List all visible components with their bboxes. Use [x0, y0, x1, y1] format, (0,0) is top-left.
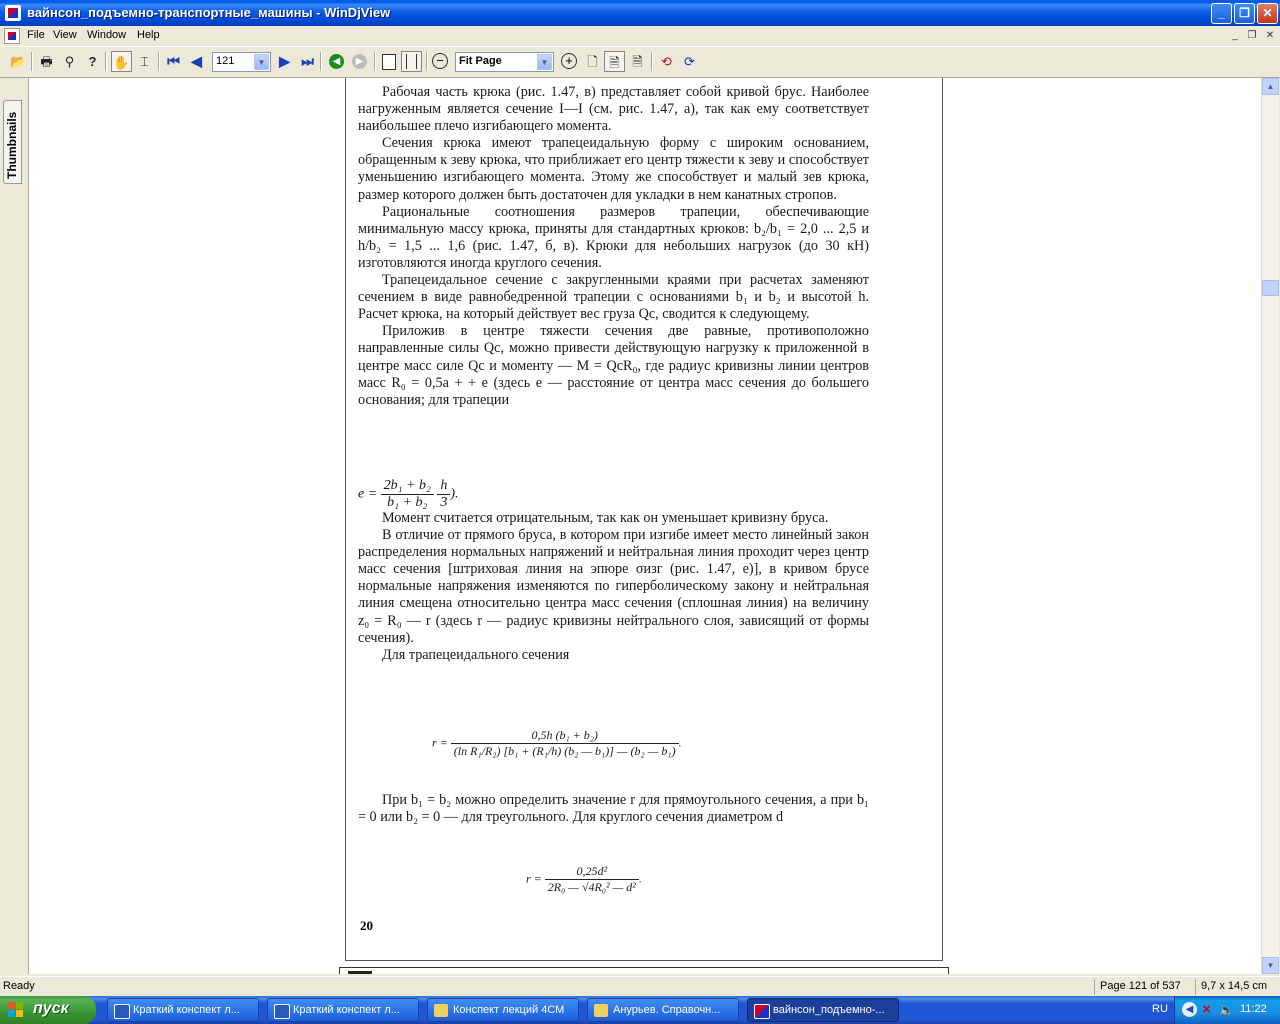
print-icon[interactable]: 🖶	[40, 54, 53, 69]
document-page	[345, 78, 943, 961]
thumbnails-tab-label: Thumbnails	[5, 111, 19, 179]
chevron-down-icon[interactable]: ▼	[254, 54, 269, 70]
mdi-restore-icon[interactable]: ❐	[1247, 30, 1257, 41]
scroll-up-icon[interactable]: ▲	[1262, 78, 1279, 95]
separator	[651, 52, 653, 71]
formula-e: e = $\frac{\text{2b₁ + b₂}}{\text{b₁ + b₂}}$ $\frac{h}{3}$ ).	[358, 478, 459, 510]
separator	[374, 52, 376, 71]
status-page-size: 9,7 x 14,5 cm	[1201, 980, 1268, 992]
paragraph: В отличие от прямого бруса, в котором при изгибе имеет место линейный закон распределения нормальных напряжений и нейтральная линия проходит через центр масс сечения [штриховая линия на эпюре σизг (рис. 1.47, е)], в кривом брусе нормальные напряжения изменяются по гиперболическому закону и нейтральная линия смещена относительно центра масс сечения (сплошная линия) на величину z₀ = R₀ — r (здесь r — радиус кривизны нейтрального слоя, зависящий от формы сечения).	[358, 527, 869, 646]
folder-icon	[434, 1004, 448, 1017]
folder-icon	[594, 1004, 608, 1017]
taskbar-item[interactable]: Конспект лекций 4СМ	[427, 998, 579, 1022]
separator	[1195, 979, 1196, 995]
menu-view[interactable]: View	[53, 29, 77, 41]
rotate-left-icon[interactable]: ⟲	[661, 54, 672, 69]
paragraph: Рабочая часть крюка (рис. 1.47, в) представляет собой кривой брус. Наиболее нагруженным является сечение I—I (см. рис. 1.47, а), так как ему соответствует наибольшее плечо изгибающего момента.	[358, 84, 869, 135]
restore-button[interactable]: ❐	[1234, 3, 1255, 24]
previous-page-icon[interactable]: ◀	[191, 53, 202, 69]
chevron-down-icon[interactable]: ▼	[537, 54, 552, 70]
formula-r-trapezoid: r = $\frac{\text{0,5h (b₁ + b₂)}}{\text{(ln R₁/R₂) [b₁ + (R₁/h) (b₂ — b₁)] — (b₂ — b₁)}}$ .	[432, 728, 682, 758]
paragraph: Трапецеидальное сечение с закругленными краями при расчетах заменяют сечением в виде равнобедренной трапеции с основаниями b₁ и b₂ и высотой h. Расчет крюка, на который действует вес груза Qc, сводится к следующему.	[358, 272, 869, 323]
page-number-combo[interactable]	[212, 52, 271, 72]
menu-help[interactable]: Help	[137, 29, 160, 41]
next-page-icon[interactable]: ▶	[279, 53, 290, 69]
vertical-scrollbar[interactable]	[1261, 78, 1279, 974]
last-page-icon[interactable]: ⏭	[301, 53, 314, 69]
windjview-icon	[754, 1004, 770, 1019]
toolbar	[0, 47, 1280, 78]
clock: 11:22	[1240, 1003, 1267, 1015]
document-icon[interactable]	[4, 28, 20, 44]
hand-tool-icon[interactable]: ✋	[111, 51, 132, 72]
menu-window[interactable]: Window	[87, 29, 127, 41]
taskbar-item-active[interactable]: вайнсон_подъемно-...	[747, 998, 899, 1022]
scroll-down-icon[interactable]: ▼	[1262, 957, 1279, 974]
help-icon[interactable]: ?	[88, 54, 97, 69]
next-document-page	[339, 967, 949, 974]
paragraph: Момент считается отрицательным, так как он уменьшает кривизну бруса.	[382, 510, 829, 526]
continuous-icon[interactable]	[401, 51, 422, 72]
scrollbar-thumb[interactable]	[1262, 280, 1279, 296]
status-page: Page 121 of 537	[1100, 980, 1181, 992]
start-button[interactable]	[0, 996, 96, 1024]
language-indicator[interactable]: RU	[1152, 1003, 1168, 1015]
sidebar	[0, 78, 29, 974]
page-text-middle	[358, 510, 869, 664]
page-icon[interactable]: 🗋	[587, 54, 598, 69]
page-footer-number: 20	[360, 918, 373, 933]
taskbar-item[interactable]: Краткий конспект л...	[267, 998, 419, 1022]
separator	[1094, 979, 1095, 995]
system-tray	[1174, 996, 1280, 1024]
app-icon[interactable]	[5, 5, 21, 21]
open-icon[interactable]: 📂	[10, 54, 27, 69]
thumbnails-tab[interactable]	[3, 100, 22, 184]
separator	[426, 52, 428, 71]
word-doc-icon	[114, 1004, 130, 1019]
taskbar	[0, 996, 1280, 1024]
page-text-top	[358, 84, 869, 409]
close-button[interactable]: ✕	[1257, 3, 1278, 24]
forward-icon[interactable]: ▶	[352, 54, 367, 69]
first-page-icon[interactable]: ⏮	[167, 53, 180, 69]
formula-r-circle: r = $\frac{\text{0,25d²}}{\text{2R₀ — √4R₀² — d²}}$ .	[526, 864, 642, 894]
status-text: Ready	[3, 980, 35, 992]
mdi-minimize-icon[interactable]: _	[1232, 30, 1238, 41]
tray-expand-icon[interactable]: ◀	[1182, 1002, 1197, 1017]
separator	[105, 52, 107, 71]
rotate-right-icon[interactable]: ⟳	[684, 54, 695, 69]
word-doc-icon	[274, 1004, 290, 1019]
zoom-out-icon[interactable]: −	[432, 53, 448, 69]
paragraph: Для трапецеидального сечения	[382, 646, 570, 663]
menu-file[interactable]: File	[27, 29, 45, 41]
menu-bar	[0, 26, 1280, 47]
paragraph: Приложив в центре тяжести сечения две равные, противоположно направленные силы Qc, можно привести действующую нагрузку к приложенной в центре масс силе Qc и моменту — M = QcR₀, где радиус кривизны линии центров масс R₀ = 0,5a + + e (здесь e — расстояние от центра масс сечения до большего основания; для трапеции	[358, 323, 869, 408]
taskbar-item[interactable]: Анурьев. Справочн...	[587, 998, 739, 1022]
taskbar-item[interactable]: Краткий конспект л...	[107, 998, 259, 1022]
select-tool-icon[interactable]: ⌶	[140, 54, 149, 69]
status-bar	[0, 976, 1280, 997]
title-bar	[0, 0, 1280, 26]
zoom-value: Fit Page	[459, 55, 502, 67]
network-icon[interactable]: ✕	[1202, 1004, 1212, 1016]
start-label: пуск	[33, 1000, 69, 1017]
page-text-bottom	[358, 792, 869, 826]
single-page-icon[interactable]	[382, 54, 396, 70]
separator	[158, 52, 160, 71]
text-page-icon[interactable]: 🗎	[604, 51, 625, 72]
separator	[320, 52, 322, 71]
paragraph: Рациональные соотношения размеров трапеции, обеспечивающие минимальную массу крюка, приняты для стандартных крюков: b₂/b₁ = 2,0 ... 2,5 и h/b₂ = 1,5 ... 1,6 (рис. 1.47, б, в). Крюки для небольших нагрузок (до 30 кН) изготовляются иногда круглого сечения.	[358, 203, 869, 271]
paragraph: При b₁ = b₂ можно определить значение r для прямоугольного сечения, а при b₁ = 0 или b₂ = 0 — для треугольного. Для круглого сечения диаметром d	[358, 792, 869, 826]
mdi-close-icon[interactable]: ✕	[1265, 30, 1275, 41]
paragraph: Сечения крюка имеют трапецеидальную форму с широким основанием, обращенным к зеву крюка, что приближает его центр тяжести к зеву и способствует уменьшению изгибающего момента. Этому же способствует и малый зев крюка, размер которого должен быть достаточен для укладки в нем канатных стропов.	[358, 135, 869, 203]
find-icon[interactable]: ⚲	[64, 54, 75, 69]
separator	[31, 52, 33, 71]
zoom-in-icon[interactable]: +	[561, 53, 577, 69]
window-title: вайнсон_подъемно-транспортные_машины - WinDjView	[27, 5, 391, 20]
windows-logo-icon	[8, 1002, 24, 1018]
zoom-combo[interactable]	[455, 52, 554, 72]
minimize-button[interactable]: _	[1211, 3, 1232, 24]
page-number-value: 121	[216, 55, 235, 67]
back-icon[interactable]: ◀	[329, 54, 344, 69]
document-view[interactable]	[29, 78, 1261, 974]
page-info-icon[interactable]: 🗎	[632, 54, 643, 69]
volume-icon[interactable]: 🔈	[1219, 1003, 1234, 1017]
